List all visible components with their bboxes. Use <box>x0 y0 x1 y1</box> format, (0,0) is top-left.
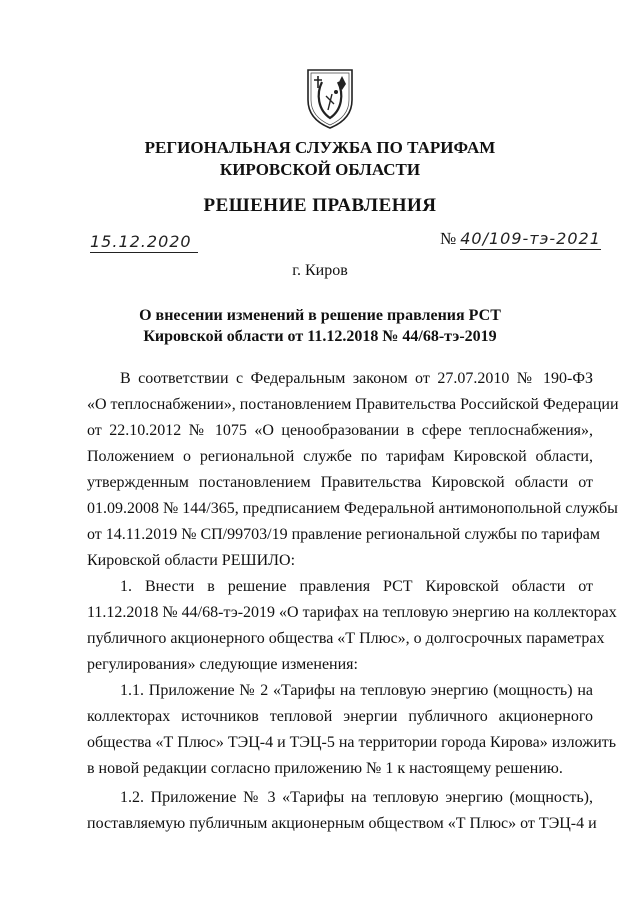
organization-name-line2: КИРОВСКОЙ ОБЛАСТИ <box>219 160 421 179</box>
body-line: 01.09.2008 № 144/365, предписанием Федеральной антимонопольной службы <box>87 500 618 517</box>
subject-line1: О внесении изменений в решение правления РСТ <box>139 307 501 324</box>
document-title: РЕШЕНИЕ ПРАВЛЕНИЯ <box>203 195 437 216</box>
body-line: коллекторах источников тепловой энергии публичного акционерного <box>87 708 593 725</box>
organization-name-line1: РЕГИОНАЛЬНАЯ СЛУЖБА ПО ТАРИФАМ <box>144 138 496 157</box>
document-date: 15.12.2020 <box>90 232 198 253</box>
number-value: 40/109-тэ-2021 <box>460 229 601 248</box>
coat-of-arms-emblem <box>302 66 358 130</box>
body-line: от 14.11.2019 № СП/99703/19 правление региональной службы по тарифам <box>87 526 600 543</box>
city-name: г. Киров <box>292 262 348 279</box>
body-line: Кировской области РЕШИЛО: <box>87 552 296 569</box>
body-line: поставляемую публичным акционерным обществом «Т Плюс» от ТЭЦ-4 и <box>87 815 597 832</box>
body-line: 1.2. Приложение № 3 «Тарифы на тепловую энергию (мощность), <box>120 789 593 806</box>
subject-line2: Кировской области от 11.12.2018 № 44/68-тэ-2019 <box>143 328 497 345</box>
body-line: «О теплоснабжении», постановлением Правительства Российской Федерации <box>87 396 619 413</box>
body-line: общества «Т Плюс» ТЭЦ-4 и ТЭЦ-5 на территории города Кирова» изложить <box>87 734 617 751</box>
document-number <box>440 229 601 249</box>
body-line: 11.12.2018 № 44/68-тэ-2019 «О тарифах на тепловую энергию на коллекторах <box>87 604 617 621</box>
body-line: 1.1. Приложение № 2 «Тарифы на тепловую энергию (мощность) на <box>120 682 593 699</box>
body-line: в новой редакции согласно приложению № 1 к настоящему решению. <box>87 760 563 777</box>
body-line: утвержденным постановлением Правительства Кировской области от <box>87 474 593 491</box>
body-line: 1. Внести в решение правления РСТ Кировской области от <box>120 578 593 595</box>
body-line: регулирования» следующие изменения: <box>87 656 358 673</box>
body-line: Положением о региональной службе по тарифам Кировской области, <box>87 448 593 465</box>
number-sign: № <box>440 229 457 248</box>
body-line: В соответствии с Федеральным законом от 27.07.2010 № 190-ФЗ <box>120 370 593 387</box>
body-line: публичного акционерного общества «Т Плюс», о долгосрочных параметрах <box>87 630 605 647</box>
body-line: от 22.10.2012 № 1075 «О ценообразовании в сфере теплоснабжения», <box>87 422 593 439</box>
